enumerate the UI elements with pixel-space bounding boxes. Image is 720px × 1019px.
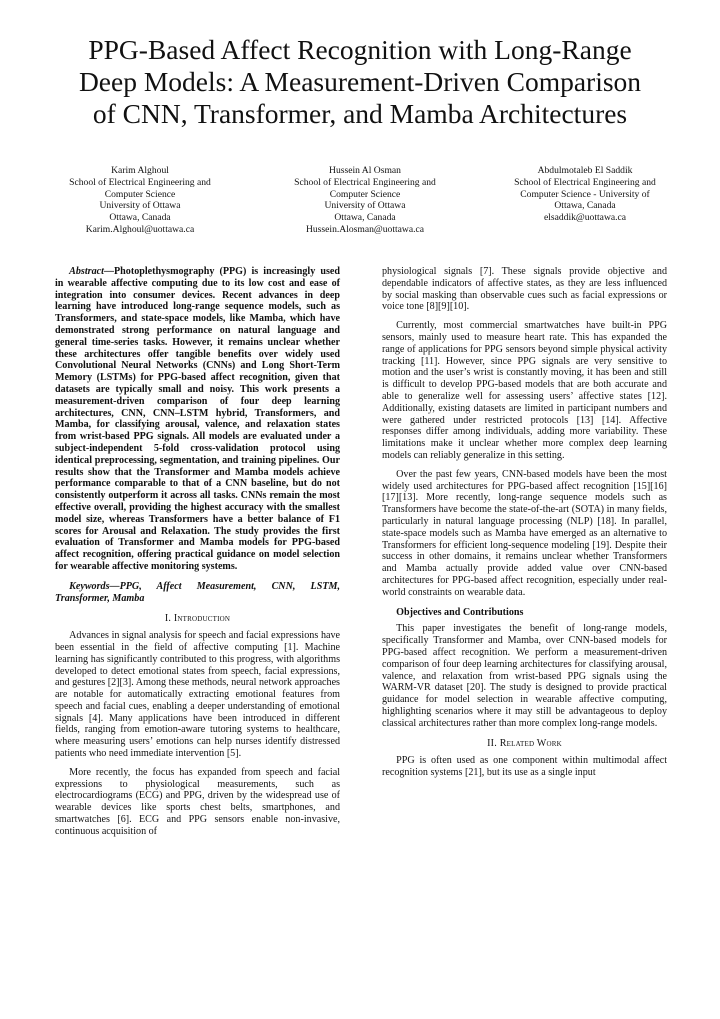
author-affiliation: School of Electrical Engineering and xyxy=(514,176,656,188)
title-line: of CNN, Transformer, and Mamba Architectures xyxy=(92,98,628,129)
author-email: Karim.Alghoul@uottawa.ca xyxy=(85,223,195,235)
body-paragraph: Currently, most commercial smartwatches have built-in PPG sensors, mainly used to measure heart rate. This has expanded the range of applications for PPG sensors beyond simple physical activity tracking [11]. However, since PPG signals are very sensitive to motion and the user’s wrist is constantly moving, it has been and still is difficult to develop PPG-based models that are both accurate and able to generalize well for assessing users’ affective states [12]. Additionally, existing datasets are limited in participant numbers and were gathered under restricted protocols [13] [14]. Affective responses differ among individuals, adding more variability. These limitations make it unclear whether more complex deep learning models can reliably generalize in this setting. xyxy=(382,320,667,461)
author-location: Ottawa, Canada xyxy=(554,200,616,212)
body-paragraph: Over the past few years, CNN-based models have been the most widely used architectures for PPG-based affect recognition [15][16][17][13]. More recently, long-range sequence models such as Transformers have become the state-of-the-art (SOTA) in many fields, particularly in natural language processing (NLP) [18]. In parallel, state-space models such as Mamba have emerged as an alternative to Transformers for efficient long-sequence modeling [19]. Despite their success in other domains, it remains unclear whether Transformers and Mamba actually provide added value over CNN-based architectures for PPG-based affect recognition, especially under real-world constraints on wearable data. xyxy=(382,468,667,598)
intro-paragraph: Advances in signal analysis for speech and facial expressions have been essential in the field of affective computing [1]. Machine learning has significantly contributed to this progress, with algorithms developed to detect emotional states from speech, facial expressions, and gestures [2][3]. Among these methods, neural network approaches are notable for automatically extracting emotional features from speech and facial cues, enabling a deeper understanding of emotional signals [4]. Many applications have been introduced in different fields, ranging from emotion-aware tutoring systems to healthcare, where measuring users’ emotions can help nurses identify distressed patients who need immediate intervention [5]. xyxy=(55,630,340,760)
section-heading-introduction xyxy=(55,613,340,625)
section-title: Related Work xyxy=(499,738,562,750)
intro-paragraph: More recently, the focus has expanded from speech and facial expressions to physiological measurements, such as electrocardiograms (ECG) and PPG, driven by the widespread use of wearable devices like sports chest belts, smartphones, and smartwatches [6]. ECG and PPG sensors enable non-invasive, continuous acquisition of xyxy=(55,766,340,837)
author-email: Hussein.Alosman@uottawa.ca xyxy=(305,223,425,235)
author-name: Karim Alghoul xyxy=(111,165,169,176)
author-3 xyxy=(485,165,685,224)
author-name: Abdulmotaleb El Saddik xyxy=(537,165,633,176)
author-email: elsaddik@uottawa.ca xyxy=(543,212,627,224)
author-affiliation: School of Electrical Engineering and xyxy=(294,176,436,188)
right-column xyxy=(382,266,667,779)
author-affiliation: University of Ottawa xyxy=(324,200,406,212)
author-2 xyxy=(265,165,465,236)
title-line: PPG-Based Affect Recognition with Long-Range xyxy=(88,34,632,65)
author-1 xyxy=(40,165,240,236)
section-heading-related-work xyxy=(382,738,667,750)
paper-title xyxy=(40,34,680,130)
author-affiliation: Computer Science - University of xyxy=(520,188,650,200)
subsection-heading-objectives: Objectives and Contributions xyxy=(396,606,524,618)
body-paragraph: PPG is often used as one component within multimodal affect recognition systems [21], but its use as a single input xyxy=(382,755,667,779)
author-location: Ottawa, Canada xyxy=(334,212,396,224)
abstract-label: Abstract xyxy=(69,266,104,277)
section-title: Introduction xyxy=(173,613,231,625)
author-affiliation: Computer Science xyxy=(104,188,176,200)
body-paragraph: physiological signals [7]. These signals provide objective and dependable indicators of affective states, as they are less influenced by social masking than observable cues such as facial expressions or voice tone [8][9][10]. xyxy=(382,266,667,313)
author-affiliation: School of Electrical Engineering and xyxy=(69,176,211,188)
author-name: Hussein Al Osman xyxy=(329,165,401,176)
abstract-text: —Photoplethysmography (PPG) is increasingly used in wearable affective computing due to its low cost and ease of integration into consumer devices. Recent advances in deep learning have introduced long-range sequence models, such as Transformers, and state-space models, like Mamba, which have demonstrated strong performance on natural language and general time-series tasks. However, it remains unclear whether these architectures offer tangible benefits over widely used Convolutional Neural Networks (CNNs) and Long Short-Term Memory (LSTMs) for PPG-based affect recognition, given that datasets are typically small and noisy. This work presents a measurement-driven comparison of four deep learning architectures, CNN, CNN–LSTM hybrid, Transformers, and Mamba, for classifying arousal, valence, and relaxation states from wrist-based PPG signals. All models are evaluated under a subject-independent 5-fold cross-validation protocol using identical preprocessing, segmentation, and training pipelines. Our results show that the Transformer and Mamba models achieve performance comparable to that of a CNN baseline, but do not consistently outperform it across all tasks. CNNs remain the most effective overall, providing the highest accuracy with the smallest model size, whereas Transformers have a better balance of F1 scores for Arousal and Relaxation. The study provides the first evaluation of Transformer and Mamba models for PPG-based affect recognition, offering practical guidance on model selection for wearable affective monitoring systems. xyxy=(55,266,340,572)
title-line: Deep Models: A Measurement-Driven Comparison xyxy=(78,66,642,97)
left-column xyxy=(55,266,340,838)
keywords: Keywords—PPG, Affect Measurement, CNN, LSTM, Transformer, Mamba xyxy=(55,580,340,604)
author-affiliation: University of Ottawa xyxy=(99,200,181,212)
section-number: I. xyxy=(164,613,172,625)
section-number: II. xyxy=(487,738,497,750)
author-location: Ottawa, Canada xyxy=(109,212,171,224)
author-block xyxy=(40,165,680,245)
abstract xyxy=(55,266,340,573)
body-paragraph: This paper investigates the benefit of long-range models, specifically Transformer and Mamba, over CNN-based models for PPG-based affect recognition. We perform a measurement-driven comparison of four deep learning architectures for classifying arousal, valence, and relaxation from wrist-based PPG signals using the WARM-VR dataset [20]. The study is designed to provide practical guidance for model selection in wearable affective computing, highlighting scenarios where it may still be advantageous to deploy classical architectures rather than more complex long-range models. xyxy=(382,623,667,729)
author-affiliation: Computer Science xyxy=(329,188,401,200)
